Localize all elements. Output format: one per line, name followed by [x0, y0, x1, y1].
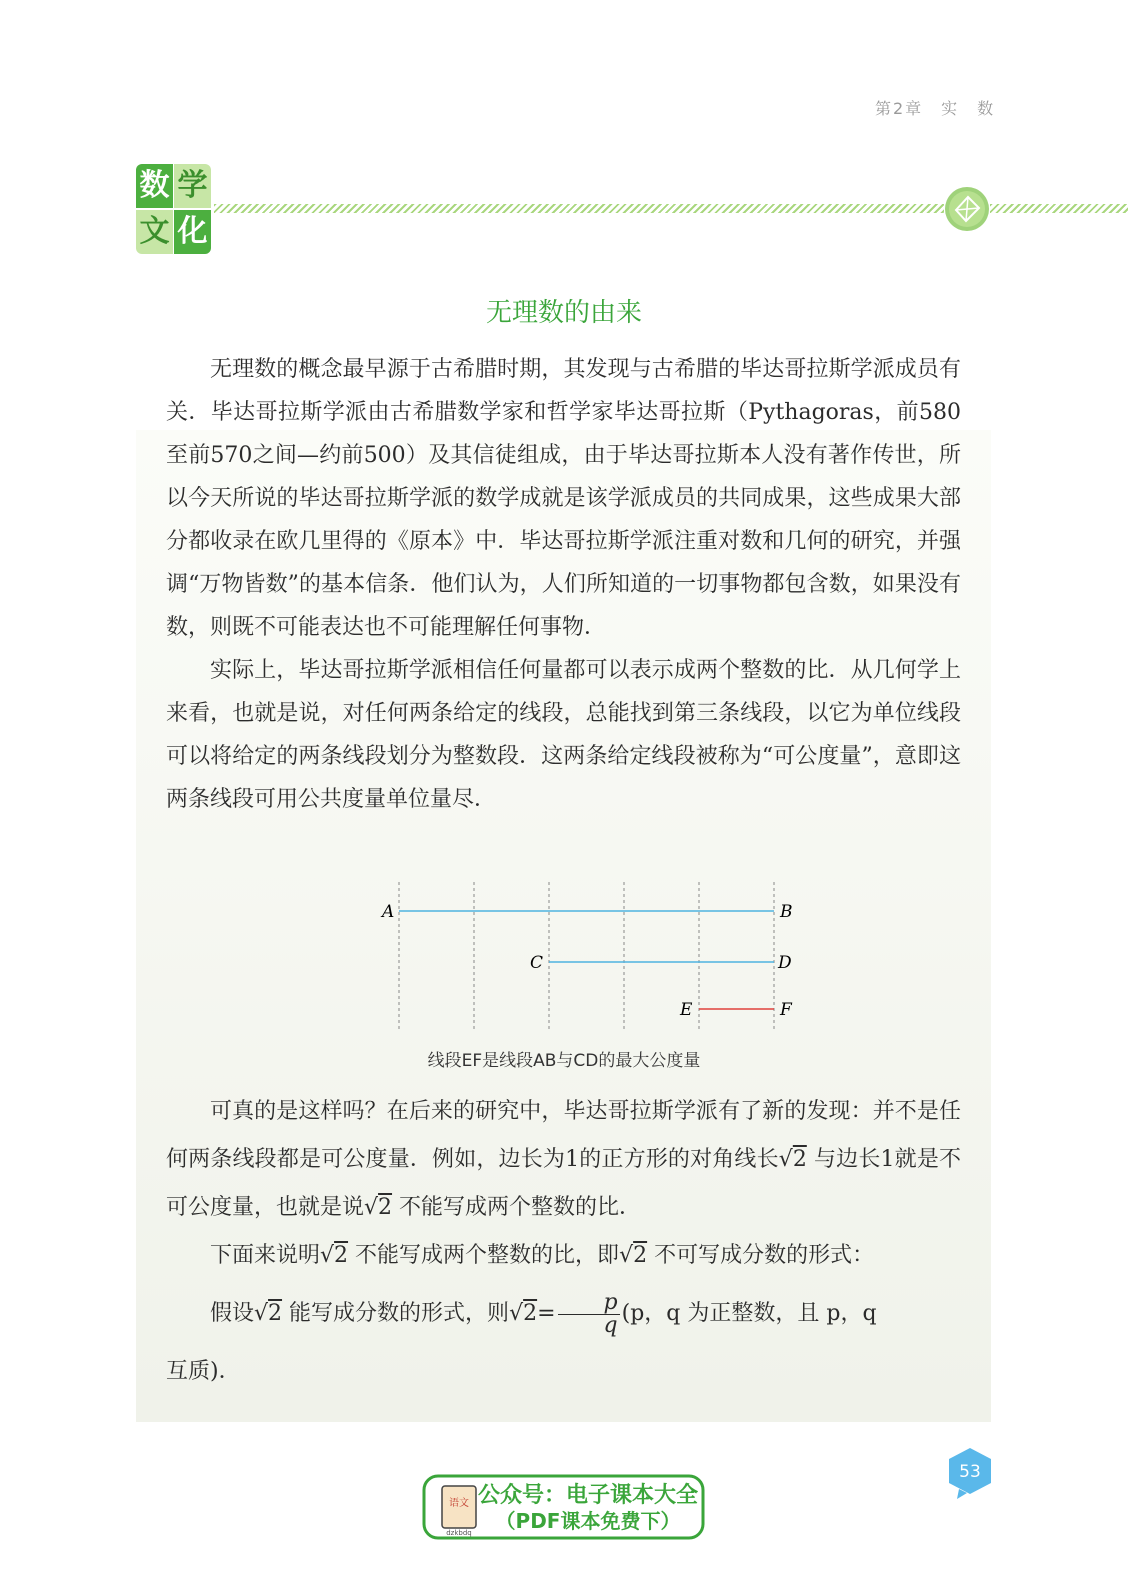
paragraph: 互质)．: [166, 1359, 241, 1384]
section-title: 无理数的由来: [485, 298, 642, 328]
sqrt-two: [779, 1147, 807, 1172]
geometry-emblem-icon: [944, 186, 990, 232]
label-b: B: [780, 902, 793, 922]
paragraph: 实际上，毕达哥拉斯学派相信任何量都可以表示成两个整数的比．从几何学上来看，也就是说，对任何两条给定的线段，总能找到第三条线段，以它为单位线段可以将给定的两条线段划分为整数段．这两条给定线段被称为“可公度量”，意即这两条线段可用公共度量单位量尽．: [166, 658, 961, 812]
chapter-header: 第2章 实 数: [875, 99, 996, 118]
badge-char: 文: [136, 210, 173, 254]
sqrt-symbol: √: [364, 1195, 379, 1220]
text-run: 假设: [210, 1301, 255, 1326]
sqrt-symbol: √: [778, 1147, 793, 1172]
page-number-badge: [945, 1446, 995, 1500]
sqrt-symbol: √: [254, 1301, 269, 1326]
text-run: 不能写成两个整数的比，即: [355, 1243, 620, 1268]
body-text-lower: [166, 1088, 961, 1396]
sqrt-value: 2: [633, 1243, 648, 1268]
paragraph: [166, 1088, 961, 1232]
fraction-denominator: q: [603, 1312, 618, 1338]
paragraph: [166, 1232, 961, 1280]
sqrt-symbol: √: [509, 1301, 524, 1326]
sqrt-value: 2: [334, 1243, 349, 1268]
sqrt-value: 2: [792, 1147, 807, 1172]
label-e: E: [680, 1000, 693, 1020]
watermark-banner: [422, 1474, 705, 1540]
sqrt-value: 2: [523, 1301, 538, 1326]
book-icon-text: 语文: [449, 1498, 469, 1509]
label-a: A: [382, 902, 395, 922]
text-run: 不可写成分数的形式：: [654, 1243, 875, 1268]
figure-caption: 线段EF是线段AB与CD的最大公度量: [427, 1051, 701, 1071]
page-number: 53: [959, 1462, 981, 1482]
text-run: 可真的是这样吗？在后来的研究中，毕达哥拉斯学派有了新的发现：并不是任何两条线段都是可公度量．例如，边长为1的正方形的对角线长: [166, 1099, 961, 1172]
equals-sign: =: [537, 1301, 556, 1326]
sqrt-symbol: √: [619, 1243, 634, 1268]
badge-char: 学: [174, 164, 211, 208]
watermark-small-text: dzkbdq: [446, 1529, 472, 1537]
sqrt-two: [254, 1301, 282, 1326]
fraction-p-over-q: [558, 1289, 620, 1338]
decorative-rule: [990, 204, 1128, 213]
text-run: 下面来说明: [210, 1243, 321, 1268]
paragraph: 无理数的概念最早源于古希腊时期，其发现与古希腊的毕达哥拉斯学派成员有关．毕达哥拉斯学派由古希腊数学家和哲学家毕达哥拉斯（Pythagoras，前580至前570之间—约前500）及其信徒组成，由于毕达哥拉斯本人没有著作传世，所以今天所说的毕达哥拉斯学派的数学成就是该学派成员的共同成果，这些成果大部分都收录在欧几里得的《原本》中．毕达哥拉斯学派注重对数和几何的研究，并强调“万物皆数”的基本信条．他们认为，人们所知道的一切事物都包含数，如果没有数，则既不可能表达也不可能理解任何事物．: [166, 357, 961, 640]
text-run: 不能写成两个整数的比．: [399, 1195, 642, 1220]
label-c: C: [530, 953, 544, 973]
sqrt-value: 2: [268, 1301, 283, 1326]
sqrt-two: [509, 1301, 537, 1326]
body-text-upper: [166, 348, 961, 821]
watermark-line-2: （PDF课本免费下）: [495, 1509, 681, 1533]
text-run: 与边长1就是不可公度量，也就是说: [166, 1147, 962, 1220]
paragraph: [166, 1290, 961, 1338]
text-run: (p，q 为正整数，且 p，q: [621, 1301, 877, 1326]
label-d: D: [778, 953, 792, 973]
sqrt-two: [619, 1243, 647, 1268]
label-f: F: [780, 1000, 792, 1020]
fraction-numerator: p: [558, 1292, 620, 1315]
badge-char: 数: [136, 164, 173, 208]
segment-figure: [366, 880, 806, 1040]
sqrt-value: 2: [378, 1195, 393, 1220]
sqrt-two: [364, 1195, 392, 1220]
badge-char: 化: [174, 210, 211, 254]
decorative-rule: [214, 204, 944, 213]
text-run: 能写成分数的形式，则: [289, 1301, 510, 1326]
sqrt-symbol: √: [320, 1243, 335, 1268]
sqrt-two: [320, 1243, 348, 1268]
watermark-line-1: 公众号：电子课本大全: [477, 1483, 699, 1508]
section-badge: [136, 164, 214, 256]
